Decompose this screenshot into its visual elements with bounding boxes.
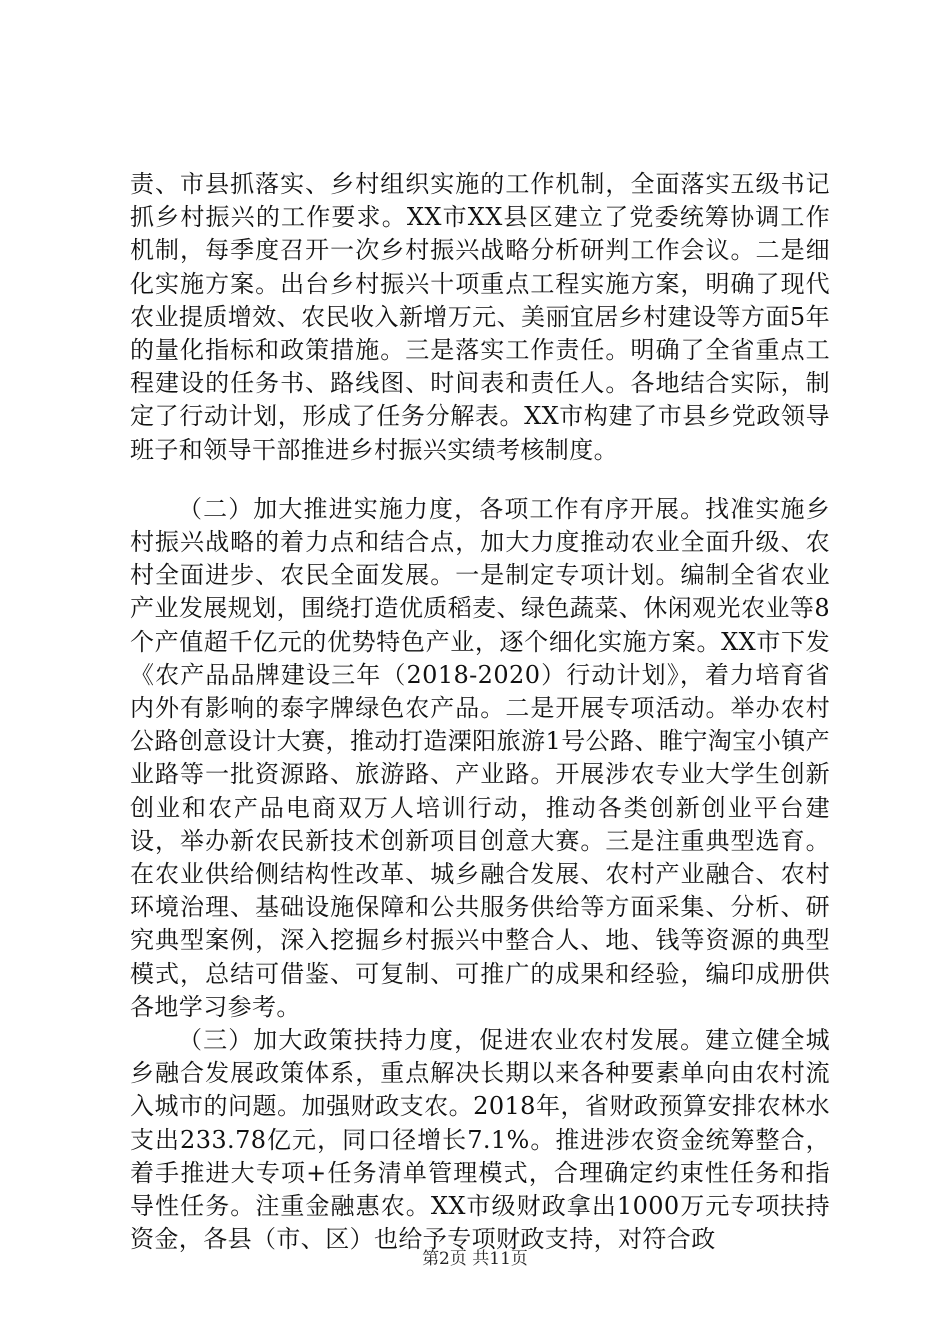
paragraph-section-2: （二）加大推进实施力度，各项工作有序开展。找准实施乡村振兴战略的着力点和结合点，加大力度推动农业全面升级、农村全面进步、农民全面发展。一是制定专项计划。编制全省农业产业发展规划，围绕打造优质稻麦、绿色蔬菜、休闲观光农业等8个产值超千亿元的优势特色产业，逐个细化实施方案。XX市下发《农产品品牌建设三年（2018-2020）行动计划》，着力培育省内外有影响的泰字牌绿色农产品。二是开展专项活动。举办农村公路创意设计大赛，推动打造溧阳旅游1号公路、睢宁淘宝小镇产业路等一批资源路、旅游路、产业路。开展涉农专业大学生创新创业和农产品电商双万人培训行动，推动各类创新创业平台建设，举办新农民新技术创新项目创意大赛。三是注重典型选育。在农业供给侧结构性改革、城乡融合发展、农村产业融合、农村环境治理、基础设施保障和公共服务供给等方面采集、分析、研究典型案例，深入挖掘乡村振兴中整合人、地、钱等资源的典型模式，总结可借鉴、可复制、可推广的成果和经验，编印成册供各地学习参考。	[130, 494, 830, 1021]
page-number-footer: 第2页 共11页	[422, 1249, 528, 1269]
paragraph-continuation: 责、市县抓落实、乡村组织实施的工作机制，全面落实五级书记抓乡村振兴的工作要求。XX市XX县区建立了党委统筹协调工作机制，每季度召开一次乡村振兴战略分析研判工作会议。二是细化实施方案。出台乡村振兴十项重点工程实施方案，明确了现代农业提质增效、农民收入新增万元、美丽宜居乡村建设等方面5年的量化指标和政策措施。三是落实工作责任。明确了全省重点工程建设的任务书、路线图、时间表和责任人。各地结合实际，制定了行动计划，形成了任务分解表。XX市构建了市县乡党政领导班子和领导干部推进乡村振兴实绩考核制度。	[130, 170, 830, 464]
document-body	[130, 168, 830, 1257]
paragraph-section-3: （三）加大政策扶持力度，促进农业农村发展。建立健全城乡融合发展政策体系，重点解决长期以来各种要素单向由农村流入城市的问题。加强财政支农。2018年，省财政预算安排农林水支出233.78亿元，同口径增长7.1%。推进涉农资金统筹整合，着手推进大专项+任务清单管理模式，合理确定约束性任务和指导性任务。注重金融惠农。XX市级财政拿出1000万元专项扶持资金，各县（市、区）也给予专项财政支持，对符合政	[130, 1026, 830, 1254]
